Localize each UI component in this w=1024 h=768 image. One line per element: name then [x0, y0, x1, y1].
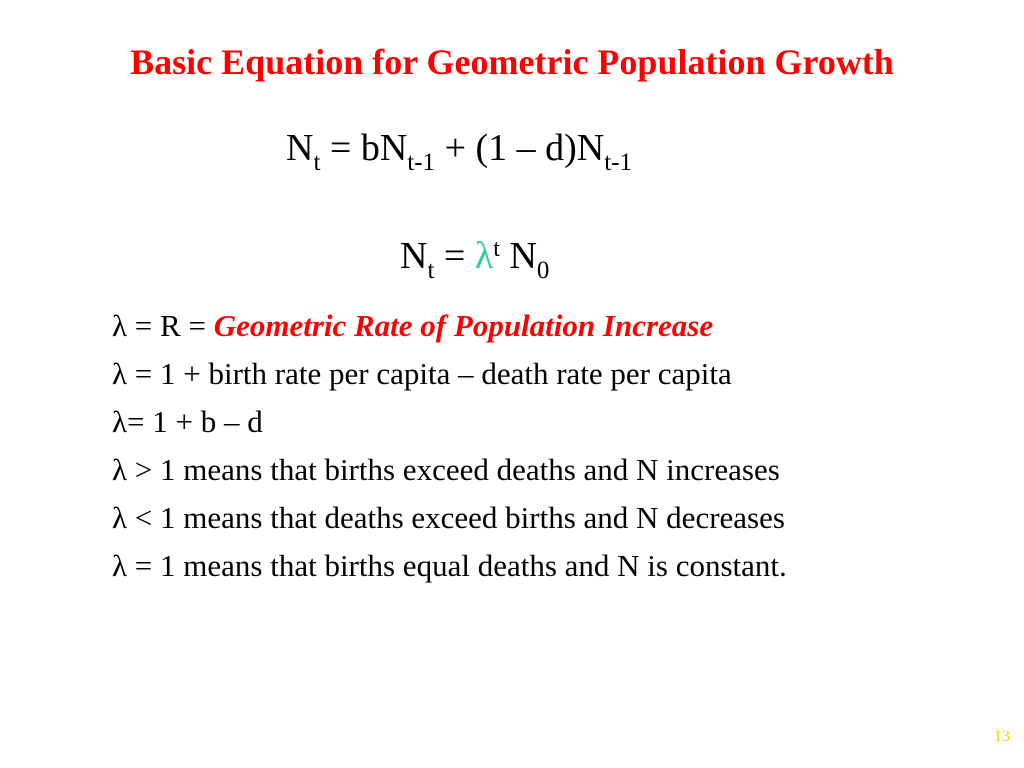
eq1-t-minus-1-subscript-b: t-1 — [604, 149, 633, 176]
eq2-t-subscript: t — [427, 257, 435, 284]
page-number: 13 — [994, 728, 1010, 745]
slide-title: Basic Equation for Geometric Population Growth — [130, 42, 894, 82]
eq2-equals: = — [434, 235, 475, 277]
eq1-n: N — [286, 127, 314, 169]
eq2-n: N — [400, 235, 428, 277]
eq1-t-minus-1-subscript-a: t-1 — [407, 149, 436, 176]
eq2-t-superscript: t — [493, 236, 500, 262]
eq1-survival-term: + (1 – d)N — [435, 127, 605, 169]
equation-recursive — [286, 126, 633, 176]
eq2-zero-subscript: 0 — [536, 257, 550, 284]
definition-line-2: λ = 1 + birth rate per capita – death rate per capita — [112, 356, 732, 391]
eq1-birth-term: = bN — [320, 127, 408, 169]
definition-line-1 — [112, 302, 787, 350]
definition-lines — [112, 302, 787, 590]
eq1-t-subscript: t — [313, 149, 321, 176]
definition-line-3: λ= 1 + b – d — [112, 404, 263, 439]
line1-emphasis: Geometric Rate of Population Increase — [213, 308, 714, 343]
eq2-lambda: λ — [474, 235, 494, 277]
eq2-n0: N — [499, 235, 537, 277]
equation-geometric — [400, 234, 550, 284]
definition-line-4: λ > 1 means that births exceed deaths and N increases — [112, 452, 780, 487]
definition-line-5: λ < 1 means that deaths exceed births and N decreases — [112, 500, 785, 535]
definition-line-6: λ = 1 means that births equal deaths and N is constant. — [112, 548, 787, 583]
line1-prefix: λ = R = — [112, 308, 214, 343]
